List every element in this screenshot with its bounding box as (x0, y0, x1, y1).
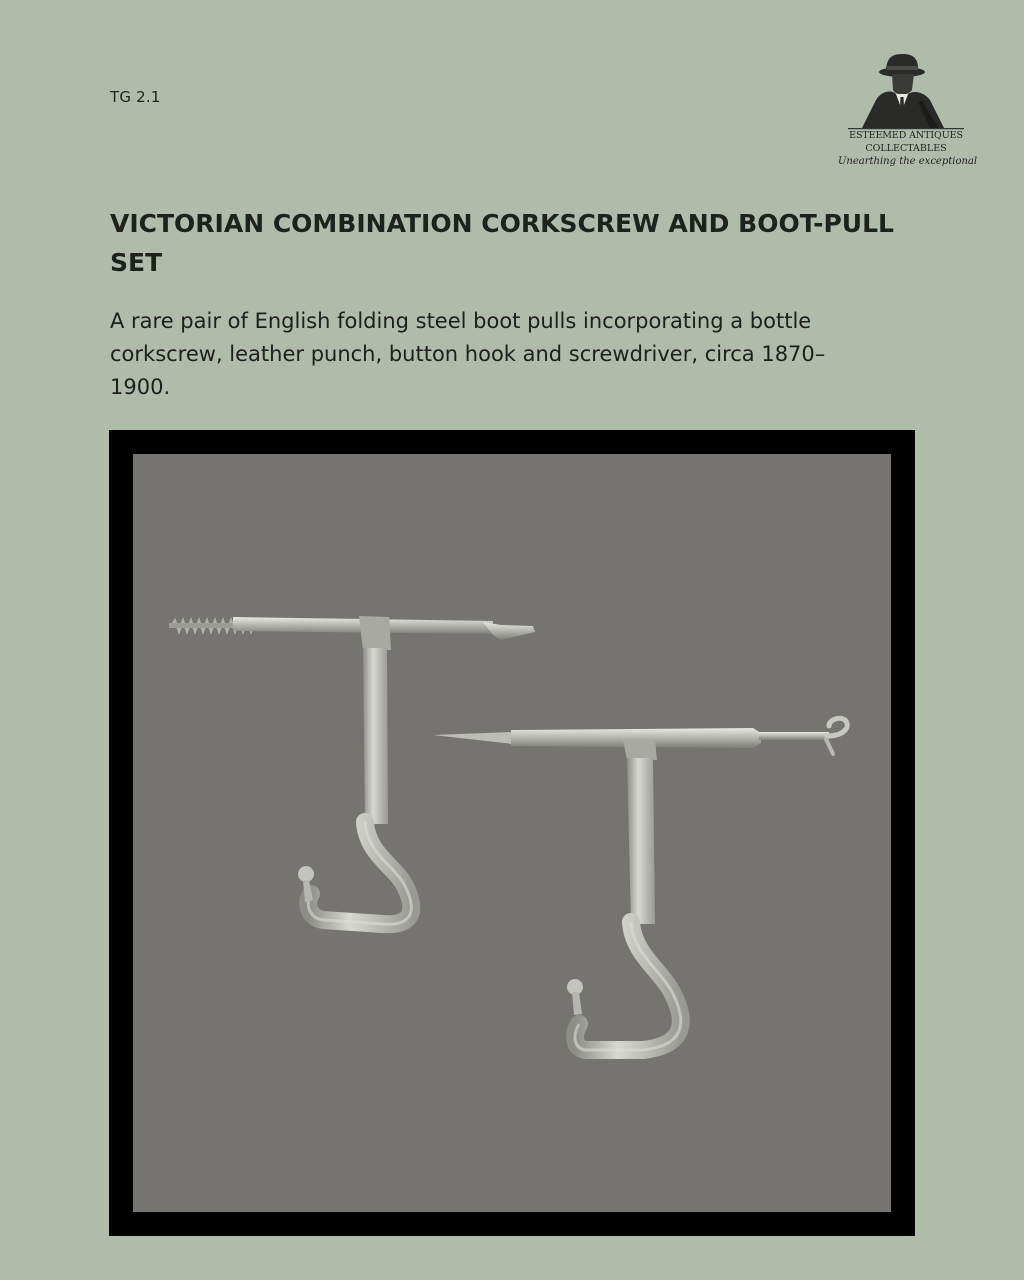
product-photo (133, 454, 891, 1212)
brand-name-line1: ESTEEMED ANTIQUES (849, 130, 963, 141)
detective-silhouette-icon (838, 50, 974, 130)
brand-name-line2: COLLECTABLES (865, 143, 947, 154)
button-hook-boot-pull (433, 718, 847, 1050)
product-photo-frame (109, 430, 915, 1236)
brand-tagline: Unearthing the exceptional (838, 156, 978, 167)
product-title: VICTORIAN COMBINATION CORKSCREW AND BOOT-PULL SET (110, 209, 894, 277)
reference-code: TG 2.1 (110, 88, 161, 106)
boot-pull-pair-image (133, 454, 891, 1212)
product-description: A rare pair of English folding steel boot pulls incorporating a bottle corkscrew, leather punch, button hook and screwdriver, circa 1870–1900. (110, 309, 826, 399)
brand-logo[interactable] (838, 50, 978, 172)
corkscrew-boot-pull (169, 616, 535, 924)
